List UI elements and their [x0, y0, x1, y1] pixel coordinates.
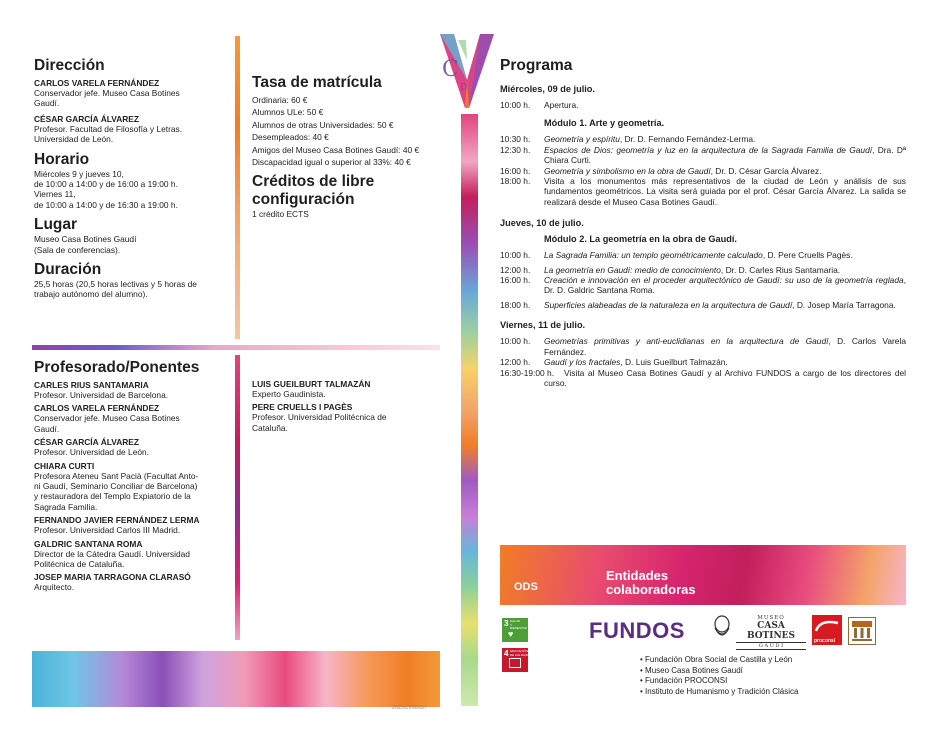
- direccion-title: Dirección: [34, 57, 105, 74]
- speaker-name: CARLES RIUS SANTAMARIA: [34, 380, 149, 390]
- program-time: 10:00 h.: [500, 336, 531, 347]
- orange-vertical-bar: [235, 36, 240, 339]
- talk-title: Espacios de Dios: geometría y luz en la arquitectura de la Sagrada Familia de Gaudí: [544, 144, 873, 155]
- speaker-name: CÉSAR GARCÍA ÁLVAREZ: [34, 437, 139, 448]
- program-desc: [544, 336, 906, 357]
- talk-speaker: , D. Pere Cruells Pagès.: [762, 250, 853, 261]
- speaker-name: PERE CRUELLS I PAGÈS: [252, 402, 353, 413]
- talk-speaker: , D. Carlos Varela Fernández.: [544, 336, 906, 357]
- cv-logo: [436, 30, 498, 110]
- speaker-desc: Profesor. Universidad Politécnica de Cataluña.: [252, 412, 387, 433]
- day-2: Jueves, 10 de julio.: [500, 218, 584, 229]
- svg-text:C: C: [442, 57, 459, 82]
- entidad-name: Museo Casa Botines Gaudí: [645, 665, 743, 675]
- program-time: 16:00 h.: [500, 275, 531, 286]
- list-item: • Fundación Obra Social de Castilla y León: [640, 655, 793, 664]
- program-row: [500, 357, 906, 367]
- speaker-6: [34, 539, 230, 570]
- direccion-person-2: [34, 114, 230, 145]
- program-desc: [544, 145, 906, 166]
- speaker-desc: Director de la Cátedra Gaudí. Universidad Politécnica de Cataluña.: [34, 548, 190, 570]
- speaker-desc: Profesor. Universidad de León.: [34, 447, 149, 458]
- entidades-list: [640, 655, 900, 697]
- program-row: [500, 176, 906, 207]
- duracion-title: Duración: [34, 261, 102, 279]
- talk-title: Superficies alabeadas de la naturaleza en la arquitectura de Gaudí: [544, 299, 793, 310]
- talk-speaker: , D. Luis Gueilburt Talmazán.: [620, 357, 728, 368]
- program-time: 16:00 h.: [500, 165, 531, 176]
- program-desc: [544, 275, 906, 296]
- list-item: • Museo Casa Botines Gaudí: [640, 665, 743, 675]
- casa-botines-logo: [736, 615, 806, 650]
- program-desc: [544, 166, 906, 176]
- program-time: 18:00 h.: [500, 176, 531, 187]
- program-desc: [544, 300, 906, 310]
- speaker-name: JOSEP MARIA TARRAGONA CLARASÓ: [34, 572, 191, 583]
- tasa-text: Ordinaria: 60 € Alumnos ULe: 50 € Alumnos de otras Universidades: 50 € Desempleados: 40 € Amigos del Museo Casa Botines Gaudí: 40 € Discapacidad igual o superior al 33%: 40 €: [252, 95, 420, 168]
- talk-title: Geometría y espíritu: [544, 134, 620, 145]
- lugar-title: Lugar: [34, 216, 78, 234]
- speaker-3: [34, 437, 230, 457]
- program-time: 10:00 h.: [500, 250, 531, 261]
- entidades-banner: [500, 545, 906, 605]
- horizontal-divider: [32, 345, 440, 350]
- person-name: CÉSAR GARCÍA ÁLVAREZ: [34, 113, 139, 124]
- module-1: Módulo 1. Arte y geometría.: [544, 118, 665, 129]
- gaudi-label: G A U D Í: [736, 642, 806, 650]
- entidades-title: Entidades colaboradoras: [606, 568, 696, 597]
- program-desc: Apertura.: [544, 100, 579, 110]
- program-desc: [544, 250, 906, 260]
- speaker-4: [34, 461, 230, 513]
- fundos-logo: FUNDOS: [589, 618, 685, 643]
- duracion-text: 25,5 horas (20,5 horas lectivas y 5 horas de trabajo autónomo del alumno).: [34, 279, 197, 300]
- talk-title: La Sagrada Familia: un templo geométricamente calculado: [544, 250, 763, 261]
- speaker-desc: Conservador jefe. Museo Casa Botines Gaudí.: [34, 413, 180, 434]
- tasa-column: [252, 74, 442, 220]
- talk-title: Geometrías primitivas y anti-euclidianas en la arquitectura de Gaudí: [544, 336, 829, 347]
- programa-column: [500, 57, 906, 388]
- center-vertical-mosaic: [461, 114, 478, 706]
- museo-label: MUSEO: [757, 615, 785, 621]
- speaker-name: CHIARA CURTI: [34, 460, 95, 471]
- program-desc: [544, 357, 906, 367]
- speaker-desc: Arquitecto.: [34, 582, 75, 593]
- person-desc: Conservador jefe. Museo Casa Botines Gaudí.: [34, 88, 180, 109]
- horario-title: Horario: [34, 150, 90, 168]
- profesorado-title: Profesorado/Ponentes: [34, 359, 200, 376]
- program-row: [500, 250, 906, 260]
- speaker-desc: Profesor. Universidad Carlos III Madrid.: [34, 525, 181, 536]
- talk-speaker: , Dra. Dª Chiara Curti.: [544, 144, 907, 166]
- program-time: 12:00 h.: [500, 357, 531, 368]
- program-time: 12:00 h.: [500, 264, 531, 275]
- document-code: 2025CV00057: [392, 705, 428, 711]
- speaker-5: [34, 515, 230, 535]
- program-desc: [544, 265, 906, 275]
- speaker-name: FERNANDO JAVIER FERNÁNDEZ LERMA: [34, 515, 200, 526]
- speaker-name: LUIS GUEILBURT TALMAZÁN: [252, 379, 371, 389]
- talk-speaker: , Dr. D. César García Álvarez.: [710, 165, 822, 176]
- sdg3-label: SALUD Y BIENESTAR: [510, 619, 527, 630]
- talk-speaker: , D. Josep María Tarragona.: [792, 299, 896, 310]
- tasa-title: Tasa de matrícula: [252, 74, 382, 91]
- speaker-desc: Profesora Ateneu Sant Pacià (Facultat Anto- ni Gaudí, Seminario Conciliar de Barcelona) y restauradora del Templo Expiatorio de la Sagrada Familia.: [34, 470, 199, 512]
- profesorado-column-1: [34, 359, 230, 596]
- magenta-vertical-bar: [235, 355, 240, 640]
- horario-text: Miércoles 9 y jueves 10, de 10:00 a 14:00 y de 16:00 a 19:00 h. Viernes 11, de 10:00 a 14:00 y de 16:30 a 19:00 h.: [34, 168, 178, 210]
- program-row: [500, 166, 906, 176]
- instituto-logo: [848, 617, 876, 645]
- profesorado-column-2: [252, 376, 442, 436]
- talk-speaker: , Dr. D. Fernando Fernández-Lerma.: [619, 134, 756, 145]
- program-time: 18:00 h.: [500, 299, 531, 310]
- gaudi-portrait-icon: [711, 614, 733, 644]
- program-row: [500, 265, 906, 275]
- entidad-name: Fundación PROCONSI: [645, 676, 728, 686]
- program-row: [500, 100, 906, 110]
- proconsi-label: proconsi: [814, 638, 836, 644]
- ods-label: ODS: [514, 581, 538, 593]
- casa-botines-label: CASA BOTINES: [746, 621, 796, 641]
- day-1: Miércoles, 09 de julio.: [500, 84, 595, 94]
- speaker-desc: Experto Gaudinista.: [252, 389, 326, 399]
- program-desc: Visita a los monumentos más representativos de la ciudad de León y análisis de sus fundamentos geométricos. La visita será guiada por el prof. César García Álvarez. La salida se realizará desde el Museo Casa Botines Gaudí.: [544, 176, 906, 207]
- day-3: Viernes, 11 de julio.: [500, 320, 586, 331]
- program-row: [500, 300, 906, 310]
- creditos-title: Créditos de libre configuración: [252, 173, 375, 209]
- speaker-9: [252, 402, 442, 433]
- bottom-mosaic-strip: [32, 651, 440, 707]
- svg-text:D: D: [460, 83, 468, 93]
- programa-title: Programa: [500, 57, 573, 74]
- direccion-person-1: [34, 78, 230, 109]
- lugar-text: Museo Casa Botines Gaudí (Sala de conferencias).: [34, 234, 137, 255]
- person-desc: Profesor. Facultad de Filosofía y Letras. Universidad de León.: [34, 123, 183, 145]
- program-row: [500, 134, 906, 144]
- speaker-name: GALDRIC SANTANA ROMA: [34, 538, 143, 549]
- sdg4-number: 4: [504, 649, 509, 658]
- sdg4-label: EDUCACIÓN DE CALIDAD: [510, 649, 529, 657]
- talk-title: Geometría y simbolismo en la obra de Gaudí: [544, 165, 711, 176]
- program-time: 10:00 h.: [500, 100, 531, 110]
- list-item: • Instituto de Humanismo y Tradición Clásica: [640, 686, 799, 696]
- list-item: • Fundación PROCONSI: [640, 676, 728, 686]
- program-row: [500, 368, 906, 389]
- speaker-7: [34, 572, 230, 592]
- talk-title: La geometría en Gaudí: medio de conocimiento: [544, 264, 721, 275]
- program-row: [500, 145, 906, 166]
- speaker-desc: Profesor. Universidad de Barcelona.: [34, 390, 169, 400]
- program-desc: [544, 134, 906, 144]
- program-time: 10:30 h.: [500, 134, 531, 145]
- speaker-name: CARLOS VARELA FERNÁNDEZ: [34, 403, 160, 414]
- program-row: [500, 336, 906, 357]
- person-name: CARLOS VARELA FERNÁNDEZ: [34, 78, 160, 88]
- left-upper-column: [34, 57, 230, 300]
- proconsi-logo: [812, 615, 842, 645]
- program-time: 16:30-19:00 h.: [500, 367, 555, 378]
- sdg4-icon: [502, 648, 528, 672]
- module-2: Módulo 2. La geometría en la obra de Gaudí.: [544, 234, 737, 245]
- sdg3-icon: 3 SALUD Y BIENESTAR ♥: [502, 618, 528, 642]
- talk-speaker: , Dr. D. Carles Rius Santamaria.: [720, 264, 841, 275]
- speaker-1: [34, 380, 230, 400]
- program-desc: Visita al Museo Casa Botines Gaudí y al Archivo FUNDOS a cargo de los directores del curso.: [544, 367, 906, 388]
- creditos-text: 1 crédito ECTS: [252, 209, 309, 220]
- speaker-8: [252, 379, 442, 399]
- program-row: [500, 275, 906, 296]
- entidad-name: Fundación Obra Social de Castilla y León: [645, 655, 793, 664]
- talk-title: Creación e innovación en el proceder arquitectónico de Gaudí: su uso de la geometría reglada: [544, 275, 904, 286]
- talk-title: Gaudí y los fractales: [544, 357, 621, 368]
- program-time: 12:30 h.: [500, 144, 531, 155]
- speaker-2: [34, 403, 230, 434]
- entidad-name: Instituto de Humanismo y Tradición Clásica: [645, 686, 799, 696]
- talk-speaker: , Dr. D. Galdric Santana Roma.: [544, 275, 906, 296]
